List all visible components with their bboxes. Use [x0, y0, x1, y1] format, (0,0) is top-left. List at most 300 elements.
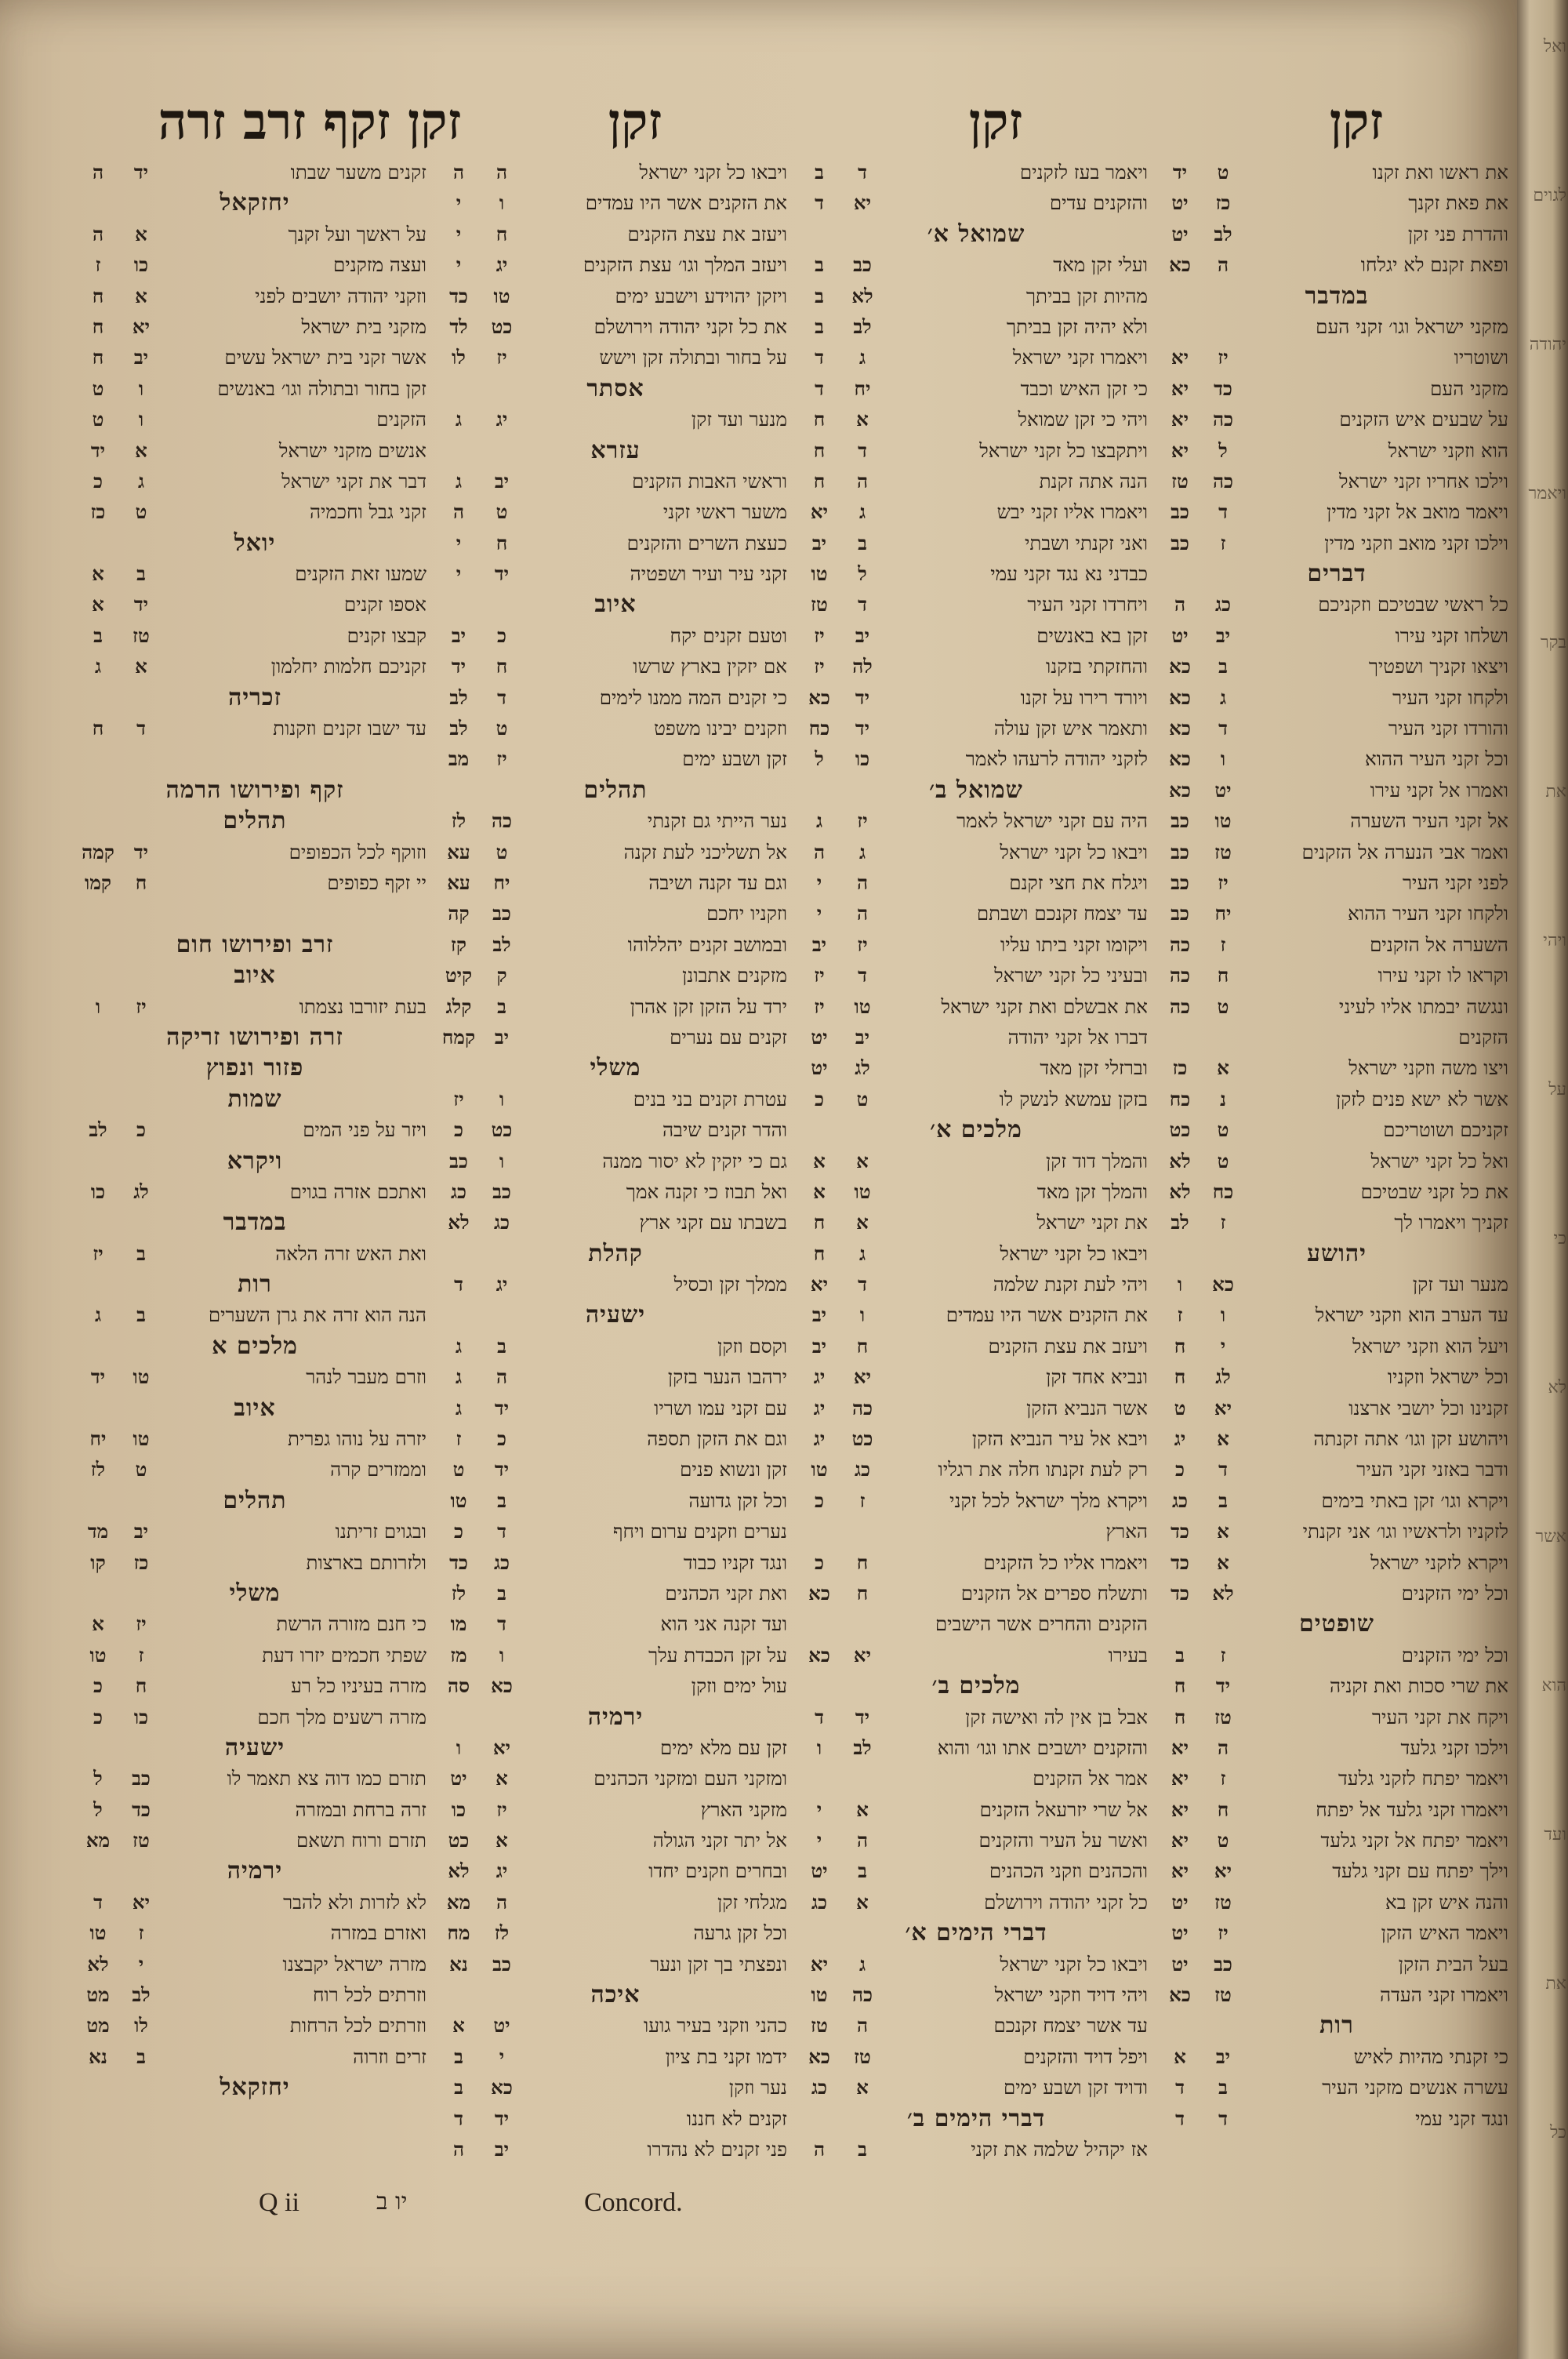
chapter-number: קו	[90, 1550, 106, 1574]
verse-number: ז	[1220, 1767, 1226, 1790]
verse-number: לז	[494, 1921, 510, 1945]
chapter-number: ח	[813, 408, 826, 431]
verse-number: ג	[858, 840, 866, 863]
verse-number: ד	[858, 438, 867, 462]
verse-number: יז	[1218, 871, 1229, 894]
chapter-number: ח	[92, 346, 104, 369]
verse-text: וזקניו יחכם	[706, 902, 787, 925]
concordance-entry	[1160, 1269, 1513, 1299]
chapter-number: ל	[93, 1797, 103, 1821]
verse-number: כו	[133, 253, 149, 277]
chapter-number: כד	[449, 1550, 468, 1574]
verse-text: ושוטריו	[1454, 346, 1508, 369]
concordance-entry	[1160, 991, 1513, 1022]
verse-text: ויאמרו זקני העדה	[1380, 1983, 1508, 2007]
verse-number: נ	[1220, 1087, 1226, 1110]
book-heading	[78, 929, 431, 960]
verse-text: ויבאו כל זקני ישראל	[1000, 1952, 1148, 1976]
verse-text: ויהי כי זקן שמואל	[1018, 408, 1148, 431]
verse-text: עשרה אנשים מזקני העיר	[1322, 2076, 1508, 2099]
concordance-entry	[800, 1578, 1152, 1608]
concordance-entry	[78, 281, 431, 311]
verse-number: יא	[132, 314, 151, 338]
verse-number: כז	[1215, 191, 1231, 215]
verse-number: יד	[494, 2106, 510, 2130]
verse-text: זקן ונשוא פנים	[680, 1458, 787, 1481]
verse-number: ט	[135, 1458, 147, 1481]
chapter-number: א	[92, 562, 104, 586]
verse-text: ויזקן יהוידע וישבע ימים	[615, 284, 787, 307]
verse-number: ג	[858, 500, 866, 524]
concordance-entry	[800, 1702, 1152, 1732]
chapter-number: כז	[90, 500, 106, 524]
verse-text: דבר את זקני ישראל	[281, 469, 426, 493]
verse-number: ח	[495, 222, 508, 245]
chapter-number	[78, 743, 118, 774]
verse-number: א	[1217, 1427, 1229, 1451]
chapter-number: לא	[448, 1211, 470, 1234]
chapter-number: כ	[93, 1674, 103, 1698]
verse-number: ח	[856, 1334, 869, 1358]
verse-number: כז	[133, 1550, 149, 1574]
verse-text: עד ישבו זקנים וזקנות	[273, 717, 426, 740]
concordance-entry	[78, 311, 431, 342]
book-heading-text: רות	[238, 1270, 272, 1299]
verse-number: ב	[858, 2138, 867, 2161]
chapter-number: כא	[1169, 778, 1191, 801]
chapter-number: ב	[815, 161, 824, 184]
verse-text: אז יקהיל שלמה את זקני	[971, 2138, 1148, 2161]
verse-text: כי זקנתי מהיות לאיש	[1353, 2045, 1508, 2068]
verse-number: ו	[499, 1149, 505, 1172]
verse-number: ח	[495, 531, 508, 554]
concordance-entry	[1160, 960, 1513, 990]
concordance-entry	[1160, 682, 1513, 713]
verse-number: א	[1217, 1520, 1229, 1543]
concordance-entry	[439, 466, 792, 496]
concordance-entry	[1160, 1794, 1513, 1825]
concordance-entry	[78, 651, 431, 682]
verse-text: הארץ	[1105, 1520, 1148, 1543]
chapter-number: יב	[811, 932, 827, 956]
chapter-number: כו	[451, 1797, 466, 1821]
verse-number: כב	[853, 253, 872, 277]
chapter-number: כב	[1171, 500, 1189, 524]
book-heading-text: זכריה	[228, 683, 281, 711]
concordance-entry	[1160, 187, 1513, 218]
verse-number: ט	[1217, 161, 1229, 184]
concordance-entry	[439, 1331, 792, 1361]
concordance-entry	[78, 1979, 431, 2010]
concordance-entry	[439, 713, 792, 743]
concordance-entry	[800, 1393, 1152, 1423]
book-heading-text: רות	[1319, 2012, 1354, 2040]
chapter-number: ו	[1177, 1273, 1183, 1296]
verse-text: ואני זקנתי ושבתי	[1024, 531, 1148, 554]
chapter-number	[1160, 1022, 1200, 1052]
chapter-number: ה	[813, 840, 826, 863]
verse-text: ויבא אל עיר הנביא הזקן	[971, 1427, 1148, 1451]
concordance-entry	[800, 743, 1152, 774]
concordance-entry	[800, 435, 1152, 466]
verse-text: הנה אתה זקנת	[1039, 469, 1148, 493]
verse-text: יזרה על נוהו גפרית	[288, 1427, 426, 1451]
verse-text: ויעזב את עצת הזקנים	[627, 222, 787, 245]
chapter-number: יט	[1171, 1952, 1189, 1976]
verse-number: ט	[856, 1087, 869, 1110]
chapter-number: מו	[450, 1612, 467, 1636]
chapter-number: לב	[1171, 1211, 1189, 1234]
verse-text: ויצו משה וזקני ישראל	[1348, 1056, 1508, 1080]
chapter-number: ד	[93, 1890, 103, 1914]
verse-text: ואל כל זקני ישראל	[1370, 1149, 1508, 1172]
verse-number: ד	[858, 593, 867, 616]
verse-text: ויקומו זקני ביתו עליו	[1000, 932, 1148, 956]
facing-page-text: ואל	[1543, 37, 1566, 56]
verse-text: בעת יזורבו נצמתו	[299, 994, 426, 1018]
chapter-number: ה	[92, 161, 104, 184]
verse-number: ב	[136, 562, 146, 586]
chapter-number: יב	[451, 623, 466, 647]
verse-text: ונביא אחד זקן	[1046, 1365, 1148, 1389]
concordance-entry	[439, 249, 792, 280]
concordance-entry	[800, 1331, 1152, 1361]
verse-text: אל יתר זקני הגולה	[652, 1829, 787, 1852]
verse-number: יז	[857, 932, 868, 956]
chapter-number: יג	[813, 1396, 826, 1419]
verse-text: וילכו אחריו זקני ישראל	[1339, 469, 1508, 493]
verse-text: את פאת זקנך	[1408, 191, 1508, 215]
book-heading-text: מלכים א׳	[930, 1116, 1022, 1144]
verse-text: ואת האש זרה הלאה	[275, 1241, 426, 1265]
concordance-entry	[78, 219, 431, 249]
chapter-number: ג	[455, 469, 463, 493]
verse-number: ד	[1218, 2106, 1228, 2130]
verse-text: ועצה מזקנים	[333, 253, 426, 277]
verse-number: ד	[136, 717, 146, 740]
verse-number: כ	[136, 1118, 146, 1142]
book-heading-text: ישעיה	[585, 1301, 646, 1329]
facing-page-text: אשר	[1535, 1527, 1566, 1547]
chapter-number: יז	[814, 623, 825, 647]
concordance-entry	[439, 1423, 792, 1454]
chapter-number: יט	[811, 1025, 828, 1049]
verse-number: טז	[132, 1829, 150, 1852]
chapter-number: כא	[808, 2045, 830, 2068]
chapter-number: י	[456, 562, 462, 586]
verse-number: יב	[1215, 2045, 1231, 2068]
concordance-entry	[439, 929, 792, 960]
concordance-entry	[439, 1887, 792, 1917]
verse-text: עד הערב הוא וזקני ישראל	[1315, 1303, 1508, 1327]
verse-number: ק	[496, 964, 507, 987]
verse-number: כב	[132, 1767, 151, 1790]
concordance-entry	[800, 837, 1152, 867]
verse-number: לב	[1214, 222, 1232, 245]
concordance-entry	[78, 2041, 431, 2072]
verse-text: ויהושע זקן וגו׳ אתה זקנתה	[1313, 1427, 1508, 1451]
book-heading	[439, 373, 792, 404]
facing-page-text: לא	[1548, 1378, 1566, 1398]
verse-text: בעל הבית הזקן	[1398, 1952, 1508, 1976]
concordance-entry	[439, 2103, 792, 2134]
verse-number: כג	[854, 1458, 871, 1481]
chapter-number: ז	[456, 1427, 462, 1451]
concordance-entry	[439, 1516, 792, 1547]
concordance-entry	[1160, 1176, 1513, 1207]
verse-number	[839, 1763, 886, 1794]
verse-number: יז	[496, 346, 507, 369]
chapter-number: ד	[815, 1705, 824, 1728]
chapter-number: טז	[1171, 469, 1189, 493]
chapter-number: כד	[1171, 1550, 1189, 1574]
verse-text: ובעיני כל זקני ישראל	[994, 964, 1148, 987]
verse-text: שמעו זאת הזקנים	[295, 562, 426, 586]
verse-text: וזוקף לכל הכפופים	[289, 840, 426, 863]
concordance-entry	[1160, 1825, 1513, 1856]
book-heading-text: ירמיה	[587, 1703, 644, 1731]
verse-text: מזקנים אתבונן	[682, 964, 787, 987]
chapter-number: כד	[1171, 1581, 1189, 1605]
concordance-column-1	[1160, 157, 1513, 2196]
chapter-number: ח	[1174, 1674, 1186, 1698]
book-heading	[78, 1022, 431, 1052]
chapter-number: סה	[447, 1674, 470, 1698]
chapter-number: יג	[813, 1365, 826, 1389]
book-heading	[78, 775, 431, 805]
chapter-number: יא	[810, 500, 829, 524]
concordance-entry	[439, 1670, 792, 1701]
verse-text: ואת זקני הכהנים	[665, 1581, 787, 1605]
verse-text: והזקנים יושבים אתו וגו׳ והוא	[937, 1736, 1148, 1759]
verse-number: ה	[856, 469, 869, 493]
chapter-number: מט	[86, 2014, 110, 2037]
verse-text: ויקרא לזקני ישראל	[1370, 1550, 1508, 1574]
verse-number: ז	[1220, 531, 1226, 554]
verse-text: את זקני ישראל	[1036, 1211, 1148, 1234]
book-heading	[78, 1485, 431, 1516]
book-heading-text: ירמיה	[227, 1857, 283, 1885]
verse-number: טו	[132, 1365, 150, 1389]
concordance-entry	[78, 1763, 431, 1794]
concordance-entry	[78, 1887, 431, 1917]
concordance-entry	[800, 1547, 1152, 1578]
concordance-entry	[1160, 311, 1513, 342]
signature-mark: Q ii	[259, 2188, 299, 2217]
verse-text: ואשר על העיר והזקנים	[978, 1829, 1148, 1852]
verse-text: נער הייתי גם זקנתי	[647, 809, 787, 833]
verse-number: יד	[133, 161, 149, 184]
verse-text: ויהי דויד וזקני ישראל	[994, 1983, 1148, 2007]
verse-text: אשר זקני בית ישראל עשים	[224, 346, 426, 369]
verse-text: ואמרו אל זקני עירו	[1370, 778, 1508, 801]
verse-text: בזקן עמשא לנשק לו	[999, 1087, 1148, 1110]
chapter-number: כא	[1169, 747, 1191, 771]
concordance-entry	[1160, 1547, 1513, 1578]
verse-number: ב	[497, 994, 506, 1018]
verse-number: ה	[1217, 253, 1229, 277]
chapter-number: כז	[1172, 1056, 1188, 1080]
verse-number: לג	[133, 1180, 149, 1203]
chapter-number: יא	[1171, 1797, 1189, 1821]
verse-number: ה	[856, 1829, 869, 1852]
verse-number: יט	[1214, 778, 1232, 801]
facing-page-text: ויאמר	[1528, 484, 1566, 503]
book-heading-text: מלכים ב׳	[931, 1672, 1021, 1700]
book-heading	[1160, 1608, 1513, 1639]
verse-text: ואתכם אזרה בגוים	[289, 1180, 426, 1203]
chapter-number: יט	[811, 1056, 828, 1080]
verse-text: כי זקן האיש וכבד	[1020, 376, 1148, 400]
chapter-number: יט	[1171, 1921, 1189, 1945]
concordance-entry	[1160, 898, 1513, 929]
verse-text: וברזלי זקן מאד	[1040, 1056, 1148, 1080]
chapter-number: ד	[1175, 2076, 1185, 2099]
verse-text: זקנים משער שבתו	[290, 161, 426, 184]
verse-number: כג	[1214, 593, 1232, 616]
verse-text: ויאמרו אליו כל הזקנים	[983, 1550, 1148, 1574]
concordance-entry	[1160, 743, 1513, 774]
verse-number: יג	[495, 253, 508, 277]
concordance-entry	[78, 404, 431, 434]
verse-number: טז	[854, 2045, 871, 2068]
chapter-number: ה	[813, 2138, 826, 2161]
verse-text: על בחור ובתולה זקן וישש	[599, 346, 787, 369]
chapter-number: ב	[454, 2045, 463, 2068]
verse-text: וכל ימי הזקנים	[1401, 1581, 1508, 1605]
concordance-entry	[78, 620, 431, 651]
chapter-number	[78, 898, 118, 929]
chapter-number: יג	[813, 1427, 826, 1451]
header-column-2: זקן	[968, 93, 1023, 151]
concordance-entry	[439, 1393, 792, 1423]
verse-number: ח	[135, 871, 147, 894]
verse-text: בעירו	[1108, 1643, 1148, 1667]
verse-number: ב	[497, 1334, 506, 1358]
chapter-number: ט	[452, 1458, 465, 1481]
book-heading	[1160, 1238, 1513, 1269]
facing-page-text: הוא	[1541, 1676, 1566, 1696]
concordance-entry	[800, 1269, 1152, 1299]
book-heading-text: דברים	[1307, 560, 1367, 588]
concordance-entry	[800, 1794, 1152, 1825]
verse-text: והנה איש זקן בא	[1385, 1890, 1508, 1914]
verse-number: יא	[853, 1643, 872, 1667]
book-heading-text: יחזקאל	[220, 2074, 290, 2102]
chapter-number: לו	[452, 346, 466, 369]
concordance-entry	[800, 1423, 1152, 1454]
verse-number: יז	[496, 1797, 507, 1821]
verse-number: טז	[1214, 1705, 1232, 1728]
verse-text: זקן עם מלא ימים	[659, 1736, 787, 1759]
concordance-entry	[78, 1516, 431, 1547]
verse-text: וכל זקני העיר ההוא	[1365, 747, 1508, 771]
chapter-number: יב	[811, 531, 827, 554]
concordance-column-3	[439, 157, 792, 2196]
verse-text: משער ראשי זקני	[662, 500, 787, 524]
chapter-number: טו	[89, 1921, 107, 1945]
verse-number: ד	[497, 1520, 506, 1543]
chapter-number: ה	[92, 222, 104, 245]
concordance-entry	[78, 713, 431, 743]
book-heading	[1160, 281, 1513, 311]
verse-number: יד	[855, 1705, 870, 1728]
book-heading	[439, 1299, 792, 1330]
chapter-number: ה	[1174, 593, 1186, 616]
chapter-number: יז	[814, 655, 825, 678]
verse-number: ו	[138, 376, 144, 400]
chapter-number: ב	[815, 284, 824, 307]
concordance-entry	[1160, 219, 1513, 249]
verse-number: יג	[495, 1859, 508, 1883]
concordance-entry	[1160, 1084, 1513, 1114]
chapter-number: כא	[808, 1643, 830, 1667]
verse-text: על ראשך ועל זקנך	[288, 222, 426, 245]
concordance-entry	[1160, 1887, 1513, 1917]
verse-text: ואל תבוז כי זקנה אמך	[626, 1180, 787, 1203]
chapter-number: יא	[1171, 438, 1189, 462]
chapter-number: יט	[811, 1859, 828, 1883]
verse-number: א	[495, 1767, 508, 1790]
verse-text: ויורד רירו על זקנו	[1020, 685, 1148, 709]
verse-number: יט	[493, 2014, 510, 2037]
concordance-entry	[439, 281, 792, 311]
verse-text: לא לזרות ולא להבר	[283, 1890, 426, 1914]
concordance-entry	[1160, 1114, 1513, 1145]
book-heading	[439, 589, 792, 620]
verse-text: זקניכם חלמות יחלמון	[270, 655, 426, 678]
verse-text: וזקני יהודה יושבים לפני	[255, 284, 426, 307]
verse-number: ב	[136, 2045, 146, 2068]
chapter-number: יז	[814, 994, 825, 1018]
concordance-entry	[1160, 929, 1513, 960]
chapter-number: יד	[1172, 161, 1188, 184]
concordance-entry	[78, 1825, 431, 1856]
concordance-entry	[78, 1794, 431, 1825]
verse-number: ל	[858, 562, 867, 586]
verse-text: עול ימים וזקן	[691, 1674, 787, 1698]
verse-number: כא	[1212, 1273, 1234, 1296]
verse-number: יב	[1215, 623, 1231, 647]
concordance-entry	[800, 1640, 1152, 1670]
verse-text: על זקן הכבדת עלך	[648, 1643, 787, 1667]
verse-number: כב	[492, 1952, 511, 1976]
verse-number: לו	[134, 2014, 148, 2037]
chapter-number: י	[456, 253, 462, 277]
concordance-entry	[1160, 249, 1513, 280]
chapter-number: כו	[90, 1180, 106, 1203]
verse-number: א	[856, 1890, 869, 1914]
verse-number: כה	[1212, 469, 1234, 493]
verse-text: וקסם וזקן	[717, 1334, 787, 1358]
verse-number: יד	[494, 1458, 510, 1481]
verse-text: ירד על הזקן זקן אהרן	[630, 994, 787, 1018]
verse-number: יג	[495, 408, 508, 431]
verse-number: טז	[132, 623, 150, 647]
book-heading	[1160, 558, 1513, 589]
verse-number: טו	[493, 284, 510, 307]
verse-text: אם יזקין בארץ שרשו	[633, 655, 787, 678]
verse-text: ותאמר איש זקן עולה	[993, 717, 1148, 740]
verse-number: לב	[853, 314, 872, 338]
chapter-number: ז	[95, 253, 101, 277]
verse-text: והמלך זקן מאד	[1036, 1180, 1148, 1203]
chapter-number: א	[92, 593, 104, 616]
chapter-number: כט	[448, 1829, 470, 1852]
verse-text: הנה הוא זרה את גרן השערים	[208, 1303, 426, 1327]
chapter-number: א	[452, 2014, 465, 2037]
verse-text: אספו זקנים	[343, 593, 426, 616]
